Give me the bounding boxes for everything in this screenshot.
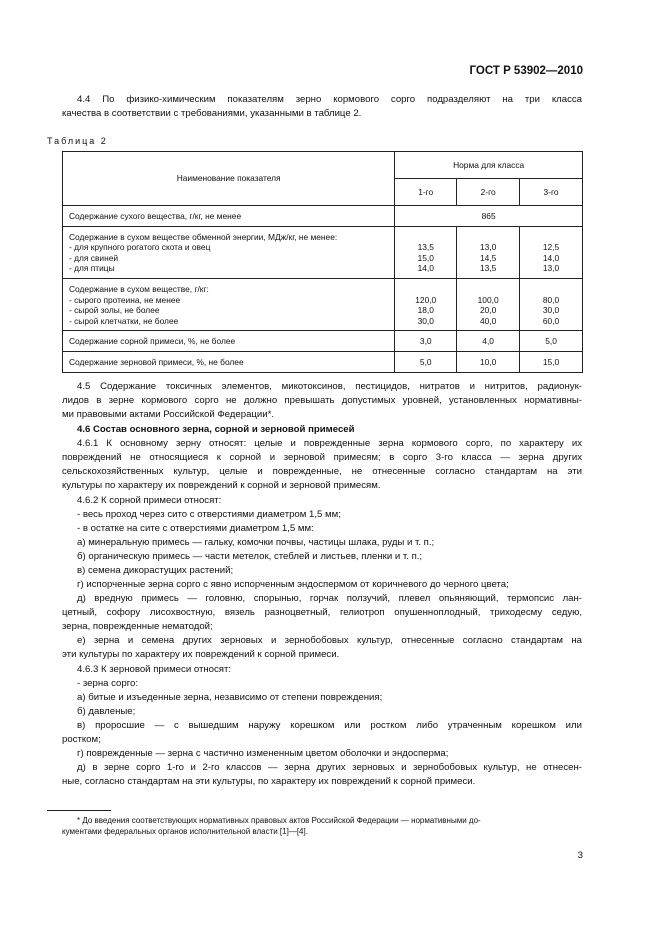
table-row: [63, 206, 583, 227]
row-label: [63, 226, 395, 278]
class-1-values: 120,0 18,0 30,0: [395, 278, 457, 330]
indicator-header: Наименование показателя: [63, 152, 395, 206]
row-label: Содержание зерновой примеси, %, не более: [63, 351, 395, 372]
list-item: а) минеральную примесь — гальку, комочки почвы, частицы шлака, руды и т. п.;: [77, 537, 435, 548]
list-item: цетный, софору лисохвостную, вязель разноцветный, гелиотроп опушенноплодный, триходесму седую,: [62, 607, 582, 618]
quality-table: [62, 151, 583, 373]
list-item: г) поврежденные — зерна с частично измененным цветом оболочки и эндосперма;: [77, 748, 449, 759]
list-item: - в остатке на сите с отверстиями диаметром 1,5 мм:: [77, 523, 314, 534]
table-row: [63, 351, 583, 372]
table-header-row: [63, 152, 583, 179]
list-item: - зерна сорго:: [77, 678, 138, 689]
list-item: а) битые и изъеденные зерна, независимо от степени повреждения;: [77, 692, 383, 703]
para-4-6-1-line: 4.6.1 К основному зерну относят: целые и поврежденные зерна кормового сорго, по характеру их: [77, 438, 582, 449]
list-item: д) в зерне сорго 1-го и 2-го классов — зерна других зерновых и зернобобовых культур, не отнесен-: [77, 762, 582, 773]
row-sub: - сырого протеина, не менее: [69, 294, 181, 305]
list-item: ные, согласно стандартам на эти культуры, по характеру их повреждений к сорной примеси.: [62, 776, 476, 787]
row-label: Содержание сухого вещества, г/кг, не менее: [63, 206, 395, 227]
standard-designation: ГОСТ Р 53902—2010: [469, 65, 583, 77]
row-heading: Содержание в сухом веществе, г/кг:: [69, 283, 209, 294]
para-4-6-1-line: культуры по характеру их повреждений к сорной и зерновой примесям.: [62, 480, 381, 491]
class-1-values: 13,5 15,0 14,0: [395, 226, 457, 278]
para-4-6-1-line: повреждений не относящиеся к сорной и зерновой примесям; в сорго 3-го класса — зерна других: [62, 452, 582, 463]
row-sub: - сырой клетчатки, не более: [69, 315, 179, 326]
class-2-value: 4,0: [457, 331, 520, 352]
row-heading: Содержание в сухом веществе обменной энергии, МДж/кг, не менее:: [69, 231, 338, 242]
class-3-values: 80,0 30,0 60,0: [520, 278, 583, 330]
table-row: [63, 226, 583, 278]
list-item: д) вредную примесь — головню, спорынью, горчак ползучий, плевел опьяняющий, термопсис лан-: [77, 593, 582, 604]
class-2-values: 100,0 20,0 40,0: [457, 278, 520, 330]
footnote: [62, 815, 582, 837]
list-item: ростком;: [62, 734, 101, 745]
class-header-3: 3-го: [520, 179, 583, 206]
table-row: [63, 331, 583, 352]
footnote-rule: [47, 810, 111, 811]
norm-header: Норма для класса: [395, 152, 583, 179]
para-4-6-1-line: сельскохозяйственных культур, целые и поврежденные, не отнесенные согласно стандартам на эти: [62, 466, 582, 477]
class-1-value: 3,0: [395, 331, 457, 352]
para-4-5-line: ми правовыми актами Российской Федерации*.: [62, 409, 275, 420]
row-sub: - для свиней: [69, 252, 119, 263]
para-4-6-3: 4.6.3 К зерновой примеси относят:: [77, 664, 232, 675]
class-header-2: 2-го: [457, 179, 520, 206]
class-2-values: 13,0 14,5 13,5: [457, 226, 520, 278]
table-title: Таблица 2: [47, 136, 108, 146]
list-item: эти культуры по характеру их повреждений к сорной примеси.: [62, 649, 340, 660]
row-sub: - сырой золы, не более: [69, 305, 160, 316]
class-2-value: 10,0: [457, 351, 520, 372]
class-header-1: 1-го: [395, 179, 457, 206]
list-item: е) зерна и семена других зерновых и зернобобовых культур, отнесенные согласно стандартам на: [77, 635, 582, 646]
page-number: 3: [577, 850, 583, 861]
footnote-line: кументами федеральных органов исполнительной власти [1]—[4].: [62, 827, 308, 837]
merged-value: 865: [395, 206, 583, 227]
para-4-5-line: 4.5 Содержание токсичных элементов, микотоксинов, пестицидов, нитратов и нитритов, радионук-: [77, 381, 582, 392]
row-sub: - для крупного рогатого скота и овец: [69, 242, 211, 253]
table-row: [63, 278, 583, 330]
list-item: г) испорченные зерна сорго с явно испорченным эндоспермом от коричневого до черного цвета;: [77, 579, 509, 590]
intro-line-1: 4.4 По физико-химическим показателям зерно кормового сорго подразделяют на три класса: [77, 94, 582, 105]
row-label: [63, 278, 395, 330]
class-3-values: 12,5 14,0 13,0: [520, 226, 583, 278]
list-item: в) проросшие — с вышедшим наружу корешком или ростком либо утраченным корешком или: [77, 720, 582, 731]
list-item: - весь проход через сито с отверстиями диаметром 1,5 мм;: [77, 509, 341, 520]
list-item: зерна, поврежденные нематодой;: [62, 621, 213, 632]
section-heading-4-6: 4.6 Состав основного зерна, сорной и зерновой примесей: [77, 424, 355, 435]
para-4-6-2: 4.6.2 К сорной примеси относят:: [77, 495, 222, 506]
row-label: Содержание сорной примеси, %, не более: [63, 331, 395, 352]
list-item: в) семена дикорастущих растений;: [77, 565, 234, 576]
class-3-value: 5,0: [520, 331, 583, 352]
row-sub: - для птицы: [69, 263, 115, 274]
class-1-value: 5,0: [395, 351, 457, 372]
class-3-value: 15,0: [520, 351, 583, 372]
list-item: б) давленые;: [77, 706, 136, 717]
para-4-5-line: лидов в зерне кормового сорго не должно превышать допустимых уровней, установленных нормативны-: [62, 395, 582, 406]
footnote-line: * До введения соответствующих нормативных правовых актов Российской Федерации — нормативными до-: [77, 816, 481, 825]
list-item: б) органическую примесь — части метелок, стеблей и листьев, пленки и т. п.;: [77, 551, 423, 562]
intro-line-2: качества в соответствии с требованиями, указанными в таблице 2.: [62, 108, 362, 119]
